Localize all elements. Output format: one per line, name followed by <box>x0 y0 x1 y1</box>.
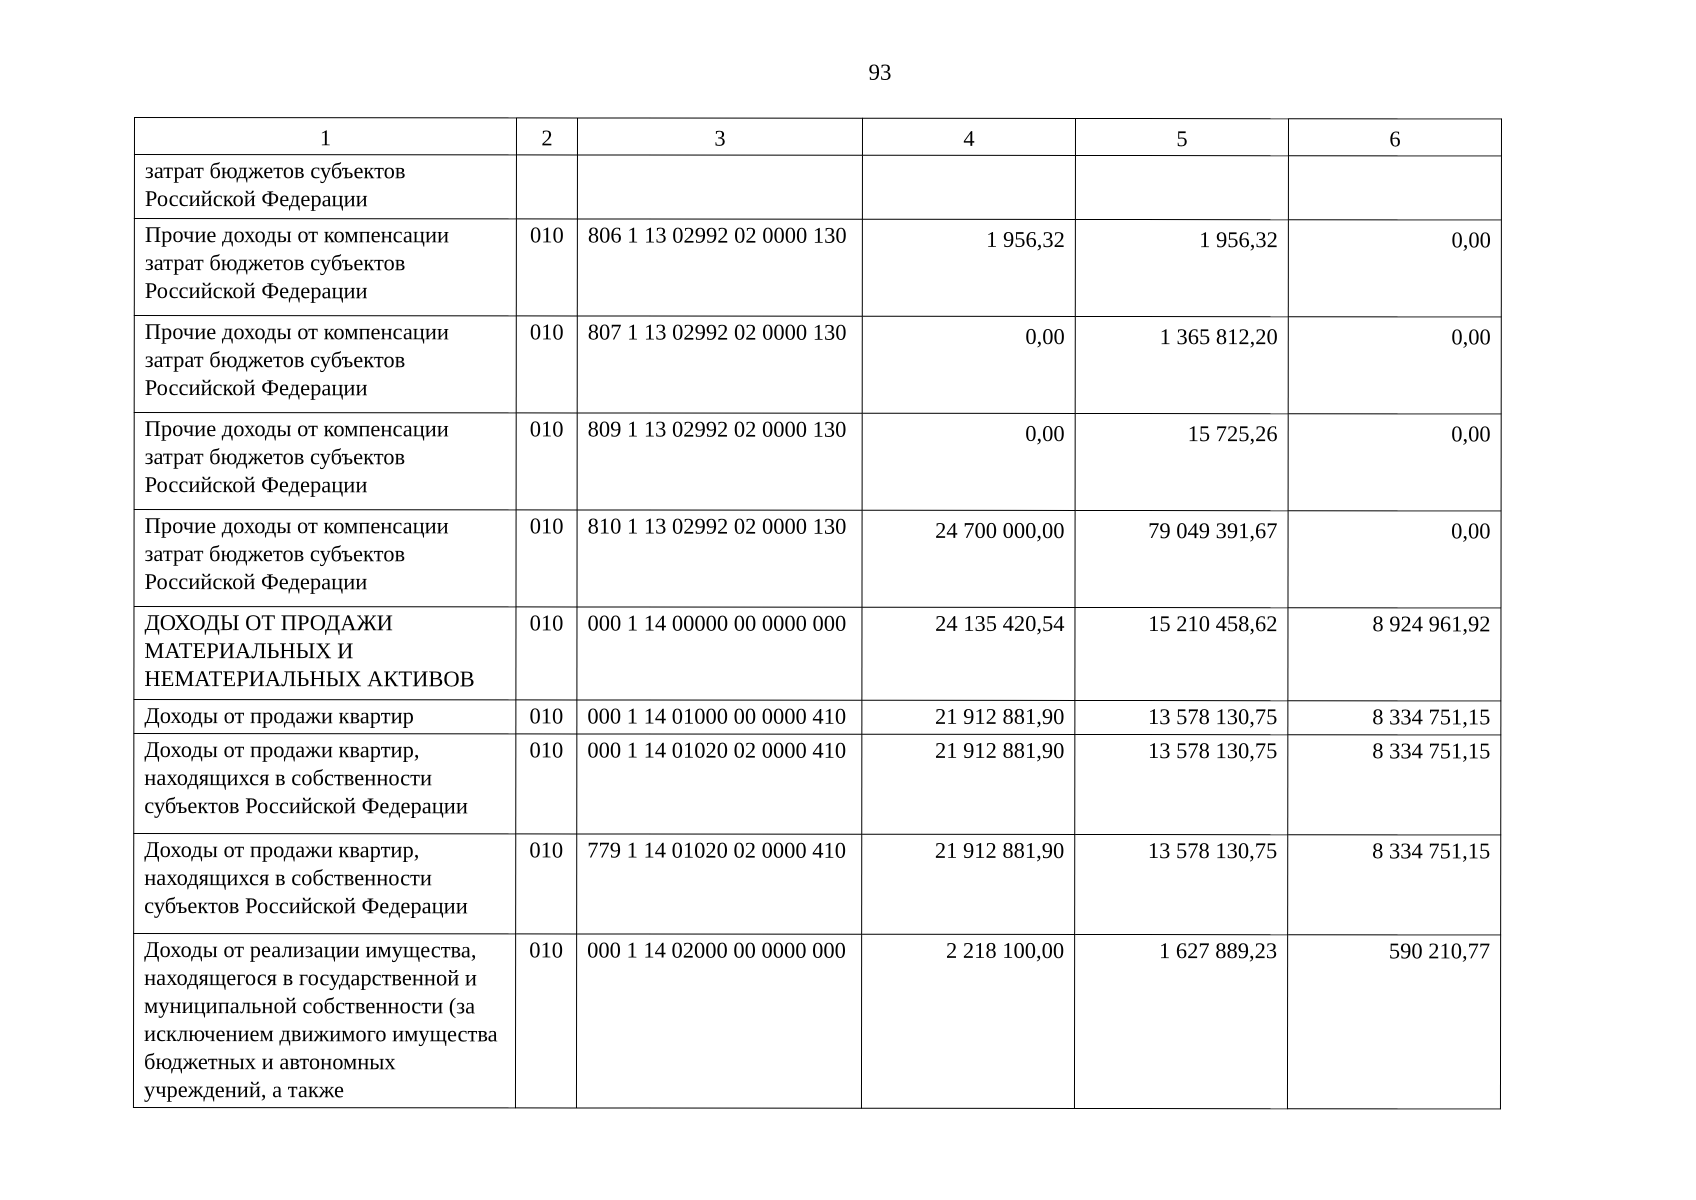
row-budget-code-cell: 000 1 14 01000 00 0000 410 <box>577 700 862 734</box>
row-col4-cell: 2 218 100,00 <box>861 934 1074 1108</box>
row-budget-code-cell: 000 1 14 02000 00 0000 000 <box>576 934 861 1108</box>
row-budget-code-cell: 810 1 13 02992 02 0000 130 <box>577 510 862 607</box>
row-budget-code-cell: 806 1 13 02992 02 0000 130 <box>577 219 862 316</box>
row-line-code-cell: 010 <box>516 700 577 734</box>
row-col6-cell: 590 210,77 <box>1287 935 1500 1109</box>
row-col5-cell: 13 578 130,75 <box>1075 834 1288 934</box>
table-row <box>134 734 1501 835</box>
row-name-cell: Доходы от продажи квартир <box>134 700 516 734</box>
column-header-6: 6 <box>1288 119 1501 156</box>
row-name-cell: Доходы от реализации имущества, находящегося в государственной и муниципальной собственности (за исключением движимого имущества бюджетных и автономных учреждений, а также <box>133 934 515 1108</box>
table-row <box>134 700 1501 735</box>
column-header-5: 5 <box>1075 118 1288 155</box>
table-row <box>134 510 1501 608</box>
table-row <box>134 607 1501 701</box>
row-col6-cell: 0,00 <box>1288 317 1501 414</box>
row-col6-cell <box>1288 156 1501 220</box>
row-budget-code-cell: 000 1 14 01020 02 0000 410 <box>577 734 862 834</box>
column-header-2: 2 <box>516 118 577 155</box>
row-line-code-cell: 010 <box>516 734 577 834</box>
row-col4-cell: 21 912 881,90 <box>862 700 1075 734</box>
row-col5-cell: 79 049 391,67 <box>1075 510 1288 607</box>
row-name-cell: Прочие доходы от компенсации затрат бюджетов субъектов Российской Федерации <box>134 316 516 413</box>
row-col6-cell: 8 924 961,92 <box>1288 608 1501 701</box>
row-budget-code-cell: 779 1 14 01020 02 0000 410 <box>577 834 862 934</box>
row-line-code-cell: 010 <box>516 607 577 700</box>
row-col4-cell: 0,00 <box>862 316 1075 413</box>
row-col5-cell: 13 578 130,75 <box>1075 700 1288 734</box>
row-col6-cell: 0,00 <box>1288 220 1501 317</box>
table-row <box>134 316 1501 414</box>
row-col5-cell: 1 627 889,23 <box>1074 934 1287 1108</box>
table-row <box>133 934 1500 1109</box>
row-line-code-cell: 010 <box>516 834 577 934</box>
row-budget-code-cell: 809 1 13 02992 02 0000 130 <box>577 413 862 510</box>
row-budget-code-cell: 000 1 14 00000 00 0000 000 <box>577 607 862 700</box>
row-col4-cell: 21 912 881,90 <box>862 734 1075 834</box>
row-col4-cell: 1 956,32 <box>862 219 1075 316</box>
row-line-code-cell: 010 <box>516 316 577 413</box>
table-row <box>134 413 1501 511</box>
table-row <box>134 155 1501 220</box>
budget-table <box>133 117 1502 1109</box>
row-col6-cell: 0,00 <box>1288 414 1501 511</box>
row-col4-cell: 24 135 420,54 <box>862 607 1075 700</box>
row-col6-cell: 0,00 <box>1288 511 1501 608</box>
row-line-code-cell: 010 <box>516 219 577 316</box>
row-name-cell: ДОХОДЫ ОТ ПРОДАЖИ МАТЕРИАЛЬНЫХ И НЕМАТЕРИАЛЬНЫХ АКТИВОВ <box>134 607 516 700</box>
row-col4-cell <box>862 155 1075 219</box>
table-row <box>134 219 1501 317</box>
table-header-row <box>134 118 1501 156</box>
page-number: 93 <box>868 60 892 85</box>
row-name-cell: Прочие доходы от компенсации затрат бюджетов субъектов Российской Федерации <box>134 413 516 510</box>
row-col5-cell: 15 725,26 <box>1075 413 1288 510</box>
row-col5-cell: 1 956,32 <box>1075 219 1288 316</box>
row-col5-cell: 1 365 812,20 <box>1075 316 1288 413</box>
column-header-1: 1 <box>134 118 516 155</box>
row-name-cell: Прочие доходы от компенсации затрат бюджетов субъектов Российской Федерации <box>134 510 516 607</box>
row-name-cell: Доходы от продажи квартир, находящихся в собственности субъектов Российской Федерации <box>134 834 516 934</box>
column-header-4: 4 <box>862 118 1075 155</box>
table-row <box>134 834 1501 935</box>
column-header-3: 3 <box>577 118 862 155</box>
row-name-cell: Прочие доходы от компенсации затрат бюджетов субъектов Российской Федерации <box>134 219 516 316</box>
row-budget-code-cell: 807 1 13 02992 02 0000 130 <box>577 316 862 413</box>
row-col5-cell: 13 578 130,75 <box>1075 734 1288 834</box>
row-col5-cell: 15 210 458,62 <box>1075 607 1288 700</box>
row-col4-cell: 21 912 881,90 <box>862 834 1075 934</box>
row-line-code-cell: 010 <box>515 934 576 1108</box>
row-col6-cell: 8 334 751,15 <box>1288 835 1501 935</box>
row-col4-cell: 0,00 <box>862 413 1075 510</box>
row-col6-cell: 8 334 751,15 <box>1288 701 1501 735</box>
row-col6-cell: 8 334 751,15 <box>1288 735 1501 835</box>
row-name-cell: Доходы от продажи квартир, находящихся в собственности субъектов Российской Федерации <box>134 734 516 834</box>
row-line-code-cell: 010 <box>516 413 577 510</box>
row-line-code-cell <box>516 155 577 219</box>
row-budget-code-cell <box>577 155 862 219</box>
row-name-cell: затрат бюджетов субъектов Российской Федерации <box>134 155 516 219</box>
row-col5-cell <box>1075 155 1288 219</box>
row-line-code-cell: 010 <box>516 510 577 607</box>
row-col4-cell: 24 700 000,00 <box>862 510 1075 607</box>
